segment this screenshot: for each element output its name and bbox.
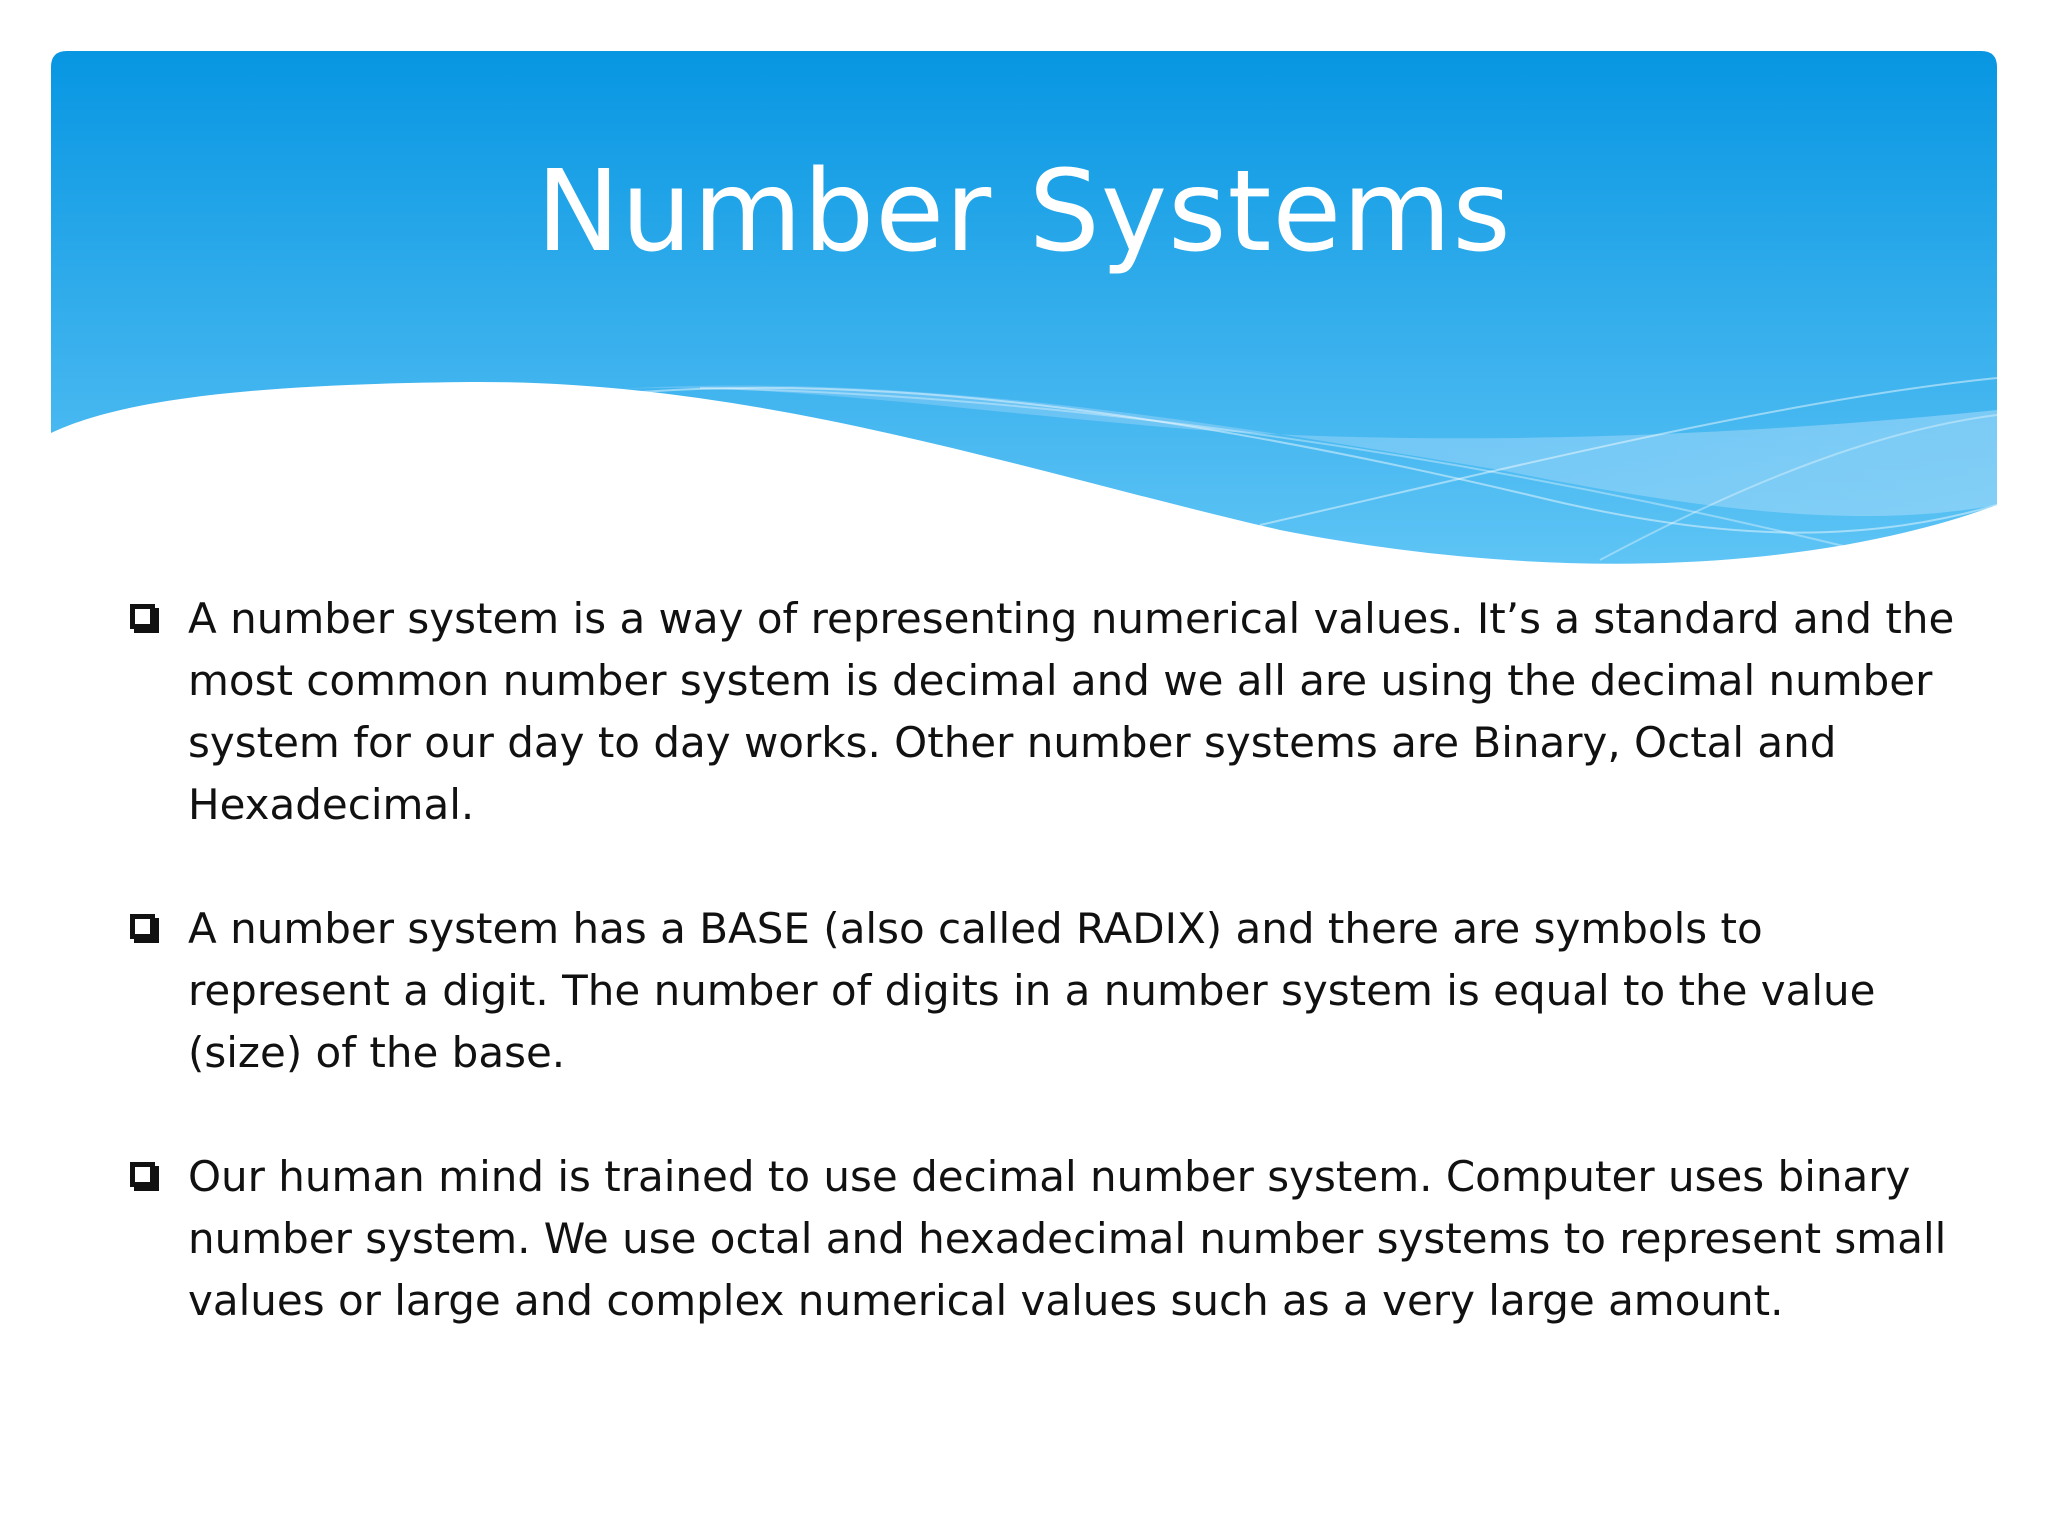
bullet-text: A number system has a BASE (also called RADIX) and there are symbols to represent a digit. The number of digits in a number system is equal to the value (size) of the base. — [188, 904, 1876, 1077]
bullet-list — [125, 588, 1955, 1394]
page-title: Number Systems — [536, 147, 1512, 277]
hollow-square-bullet-icon — [130, 914, 155, 939]
hollow-square-bullet-icon — [130, 604, 155, 629]
hollow-square-bullet-icon — [130, 1162, 155, 1187]
bullet-text: A number system is a way of representing numerical values. It’s a standard and the most common number system is decimal and we all are using the decimal number system for our day to day works. Other number systems are Binary, Octal and Hexadecimal. — [188, 594, 1955, 829]
bullet-text: Our human mind is trained to use decimal number system. Computer uses binary number system. We use octal and hexadecimal number systems to represent small values or large and complex numerical values such as a very large amount. — [188, 1152, 1947, 1325]
bullet-item — [125, 588, 1955, 836]
bullet-item — [125, 898, 1955, 1084]
bullet-item — [125, 1146, 1955, 1332]
header-wave-banner — [0, 0, 2048, 600]
